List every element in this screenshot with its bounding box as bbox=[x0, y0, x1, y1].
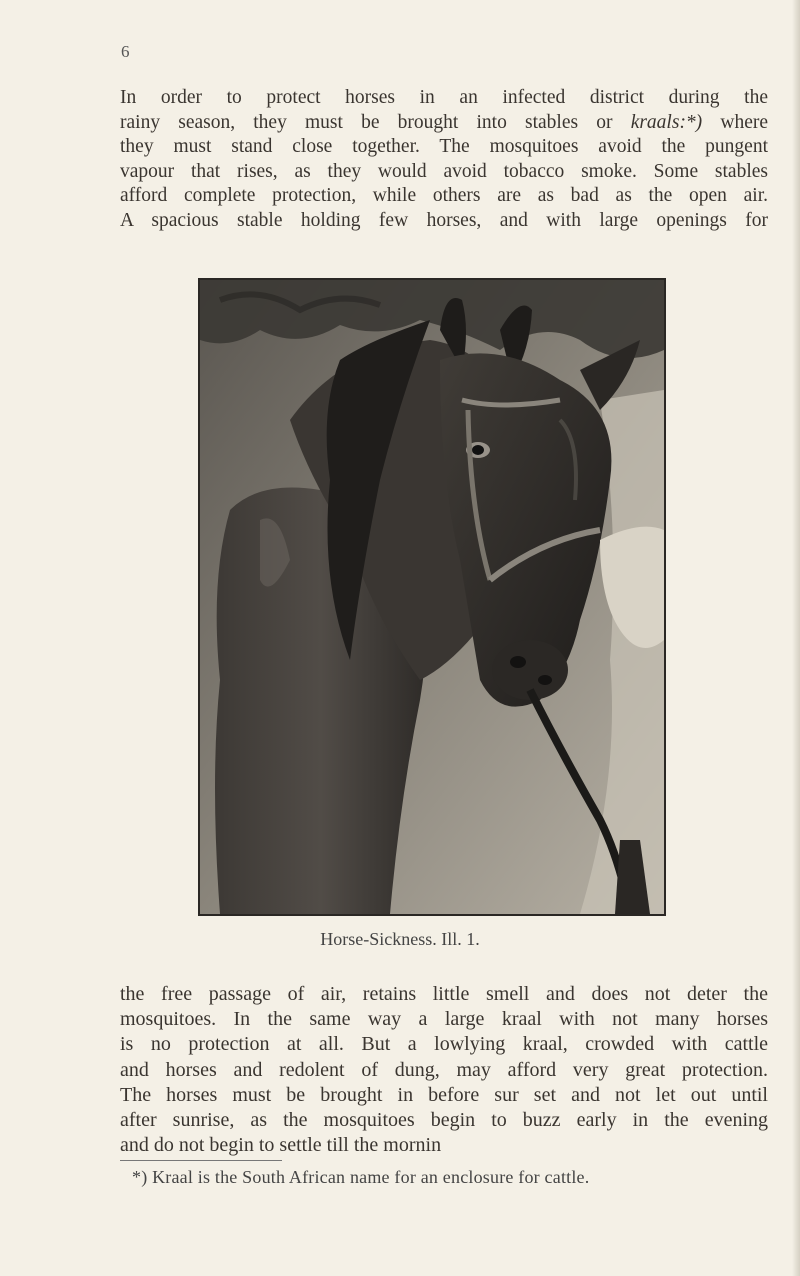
text-line: the free passage of air, retains little smell and does not deter the bbox=[120, 983, 768, 1005]
text-line: afford complete protection, while others are as bad as the open air. bbox=[120, 185, 768, 206]
text-line: In order to protect horses in an infected district during the bbox=[120, 87, 768, 108]
top-paragraph bbox=[120, 86, 768, 233]
footnote-marker: :*) bbox=[679, 111, 703, 133]
text-line-with-emphasis bbox=[120, 111, 768, 136]
text-line: is no protection at all. But a lowlying kraal, crowded with cattle bbox=[120, 1033, 768, 1056]
text-fragment: rainy season, they must be brought into stables or bbox=[120, 111, 631, 133]
page-number: 6 bbox=[121, 42, 130, 61]
horse-photograph bbox=[198, 278, 666, 916]
footnote: *) Kraal is the South African name for an enclosure for cattle. bbox=[132, 1167, 590, 1187]
text-line: vapour that rises, as they would avoid tobacco smoke. Some stables bbox=[120, 160, 768, 182]
text-line: mosquitoes. In the same way a large kraal with not many horses bbox=[120, 1008, 768, 1031]
horse-illustration bbox=[200, 280, 664, 914]
text-line: and do not begin to settle till the mornin bbox=[120, 1134, 442, 1157]
text-line: The horses must be brought in before sur set and not let out until bbox=[120, 1083, 768, 1106]
text-fragment: where bbox=[702, 111, 768, 133]
page-edge-shadow bbox=[792, 0, 800, 1276]
text-line: and horses and redolent of dung, may afford very great protection. bbox=[120, 1058, 768, 1081]
figure-caption: Horse-Sickness. Ill. 1. bbox=[320, 929, 480, 949]
emphasis-kraals: kraals bbox=[630, 111, 680, 133]
bottom-paragraph bbox=[120, 982, 768, 1158]
text-line: after sunrise, as the mosquitoes begin to buzz early in the evening bbox=[120, 1109, 768, 1132]
text-line: A spacious stable holding few horses, and with large openings for bbox=[120, 209, 768, 231]
text-line: they must stand close together. The mosquitoes avoid the pungent bbox=[120, 136, 768, 157]
footnote-divider bbox=[120, 1160, 282, 1161]
